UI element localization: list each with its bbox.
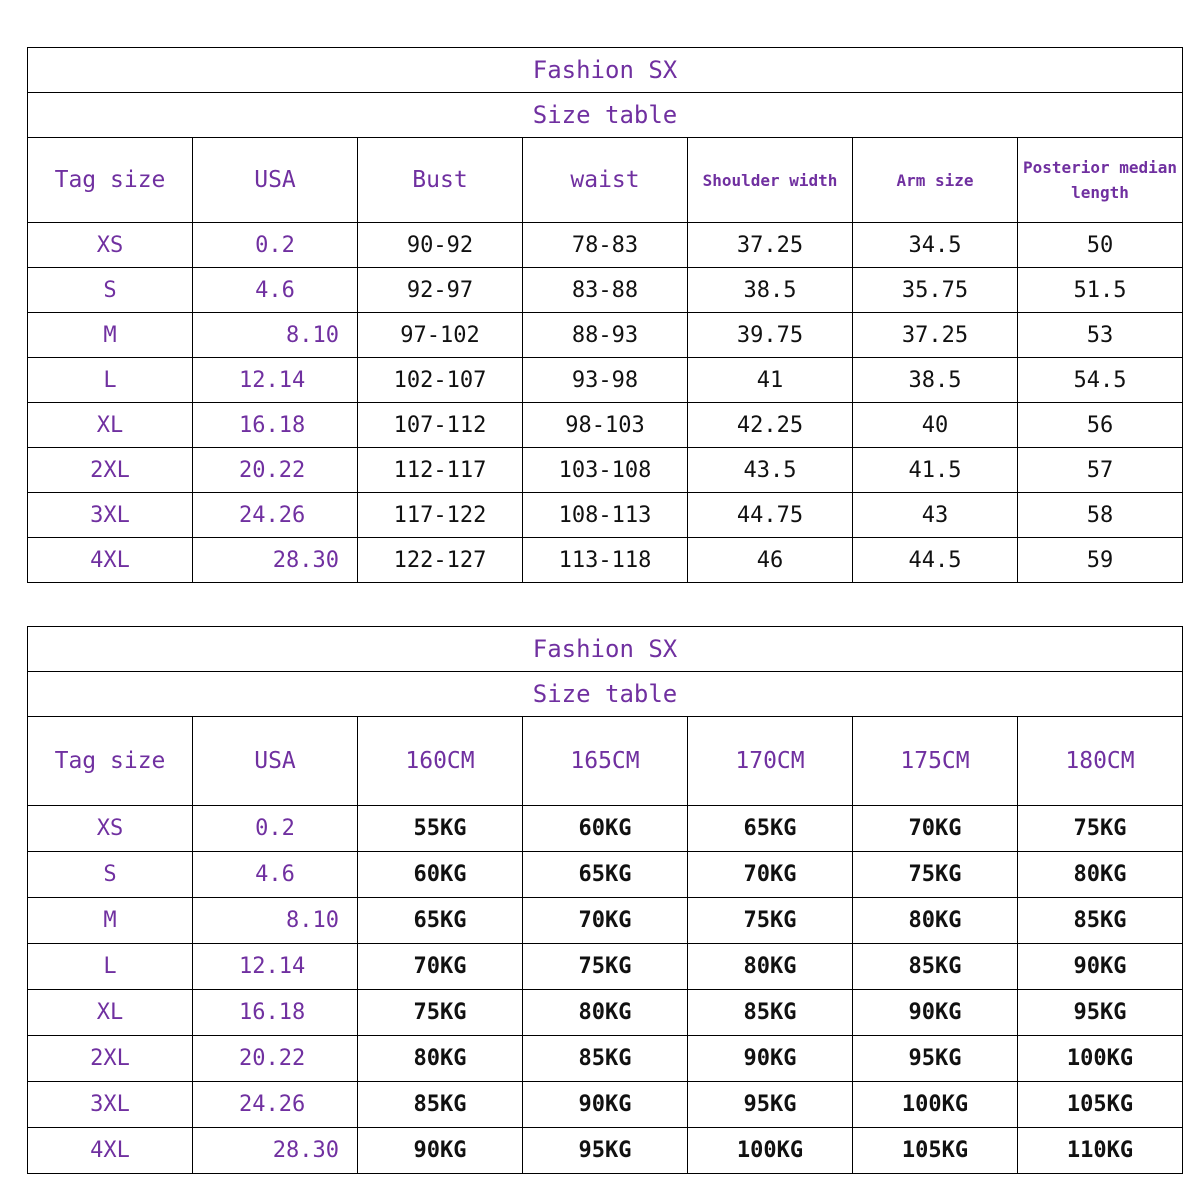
usa-size-cell: 4.6	[193, 268, 358, 313]
value-cell: 55KG	[358, 806, 523, 852]
column-header-row	[28, 717, 1183, 806]
table-row	[28, 448, 1183, 493]
value-cell: 95KG	[688, 1082, 853, 1128]
value-cell: 108-113	[523, 493, 688, 538]
value-cell: 95KG	[1018, 990, 1183, 1036]
value-cell: 60KG	[358, 852, 523, 898]
table-row	[28, 852, 1183, 898]
value-cell: 110KG	[1018, 1128, 1183, 1174]
value-cell: 95KG	[853, 1036, 1018, 1082]
value-cell: 44.5	[853, 538, 1018, 583]
column-header: USA	[193, 717, 358, 806]
value-cell: 44.75	[688, 493, 853, 538]
value-cell: 83-88	[523, 268, 688, 313]
column-header-row	[28, 138, 1183, 223]
table-title-row	[28, 627, 1183, 672]
value-cell: 59	[1018, 538, 1183, 583]
value-cell: 53	[1018, 313, 1183, 358]
usa-size-cell: 20.22	[193, 448, 358, 493]
value-cell: 100KG	[853, 1082, 1018, 1128]
size-table-measurements	[27, 47, 1183, 583]
value-cell: 50	[1018, 223, 1183, 268]
value-cell: 38.5	[688, 268, 853, 313]
tag-size-cell: S	[28, 852, 193, 898]
usa-size-cell: 28.30	[193, 538, 358, 583]
value-cell: 93-98	[523, 358, 688, 403]
value-cell: 80KG	[853, 898, 1018, 944]
value-cell: 41	[688, 358, 853, 403]
tag-size-cell: XL	[28, 403, 193, 448]
table-row	[28, 806, 1183, 852]
column-header: Posterior median length	[1018, 138, 1183, 223]
table-row	[28, 358, 1183, 403]
value-cell: 90KG	[523, 1082, 688, 1128]
usa-size-cell: 4.6	[193, 852, 358, 898]
value-cell: 105KG	[1018, 1082, 1183, 1128]
column-header: 165CM	[523, 717, 688, 806]
value-cell: 90KG	[358, 1128, 523, 1174]
value-cell: 70KG	[688, 852, 853, 898]
value-cell: 122-127	[358, 538, 523, 583]
usa-size-cell: 0.2	[193, 223, 358, 268]
value-cell: 65KG	[358, 898, 523, 944]
value-cell: 38.5	[853, 358, 1018, 403]
value-cell: 102-107	[358, 358, 523, 403]
value-cell: 70KG	[853, 806, 1018, 852]
table-subtitle: Size table	[28, 93, 1183, 138]
value-cell: 43.5	[688, 448, 853, 493]
value-cell: 90KG	[853, 990, 1018, 1036]
tag-size-cell: M	[28, 898, 193, 944]
usa-size-cell: 24.26	[193, 493, 358, 538]
tag-size-cell: 4XL	[28, 1128, 193, 1174]
size-table-height-weight	[27, 626, 1183, 1174]
usa-size-cell: 20.22	[193, 1036, 358, 1082]
value-cell: 95KG	[523, 1128, 688, 1174]
value-cell: 70KG	[358, 944, 523, 990]
usa-size-cell: 12.14	[193, 944, 358, 990]
value-cell: 103-108	[523, 448, 688, 493]
usa-size-cell: 16.18	[193, 403, 358, 448]
column-header: 170CM	[688, 717, 853, 806]
usa-size-cell: 8.10	[193, 313, 358, 358]
value-cell: 58	[1018, 493, 1183, 538]
table-title: Fashion SX	[28, 48, 1183, 93]
column-header: Bust	[358, 138, 523, 223]
value-cell: 35.75	[853, 268, 1018, 313]
value-cell: 85KG	[688, 990, 853, 1036]
table-row	[28, 493, 1183, 538]
column-header: Arm size	[853, 138, 1018, 223]
table-row	[28, 223, 1183, 268]
value-cell: 39.75	[688, 313, 853, 358]
value-cell: 70KG	[523, 898, 688, 944]
tag-size-cell: XS	[28, 806, 193, 852]
value-cell: 75KG	[853, 852, 1018, 898]
column-header: waist	[523, 138, 688, 223]
value-cell: 80KG	[688, 944, 853, 990]
table-subtitle-row	[28, 93, 1183, 138]
column-header: Shoulder width	[688, 138, 853, 223]
value-cell: 54.5	[1018, 358, 1183, 403]
column-header: Tag size	[28, 138, 193, 223]
value-cell: 100KG	[1018, 1036, 1183, 1082]
value-cell: 40	[853, 403, 1018, 448]
value-cell: 90-92	[358, 223, 523, 268]
value-cell: 107-112	[358, 403, 523, 448]
value-cell: 65KG	[688, 806, 853, 852]
value-cell: 41.5	[853, 448, 1018, 493]
value-cell: 85KG	[358, 1082, 523, 1128]
value-cell: 57	[1018, 448, 1183, 493]
table-row	[28, 990, 1183, 1036]
value-cell: 75KG	[523, 944, 688, 990]
tag-size-cell: 2XL	[28, 1036, 193, 1082]
value-cell: 112-117	[358, 448, 523, 493]
tag-size-cell: 3XL	[28, 1082, 193, 1128]
usa-size-cell: 8.10	[193, 898, 358, 944]
value-cell: 85KG	[1018, 898, 1183, 944]
tag-size-cell: XS	[28, 223, 193, 268]
value-cell: 80KG	[358, 1036, 523, 1082]
column-header: Tag size	[28, 717, 193, 806]
table-row	[28, 538, 1183, 583]
value-cell: 65KG	[523, 852, 688, 898]
table-subtitle-row	[28, 672, 1183, 717]
value-cell: 90KG	[688, 1036, 853, 1082]
value-cell: 42.25	[688, 403, 853, 448]
value-cell: 37.25	[688, 223, 853, 268]
value-cell: 85KG	[523, 1036, 688, 1082]
value-cell: 113-118	[523, 538, 688, 583]
value-cell: 98-103	[523, 403, 688, 448]
table-row	[28, 1082, 1183, 1128]
tag-size-cell: L	[28, 358, 193, 403]
value-cell: 43	[853, 493, 1018, 538]
table-row	[28, 944, 1183, 990]
tag-size-cell: S	[28, 268, 193, 313]
table-row	[28, 313, 1183, 358]
usa-size-cell: 24.26	[193, 1082, 358, 1128]
value-cell: 37.25	[853, 313, 1018, 358]
value-cell: 75KG	[1018, 806, 1183, 852]
column-header: 160CM	[358, 717, 523, 806]
value-cell: 80KG	[1018, 852, 1183, 898]
value-cell: 46	[688, 538, 853, 583]
table-row	[28, 403, 1183, 448]
value-cell: 80KG	[523, 990, 688, 1036]
usa-size-cell: 12.14	[193, 358, 358, 403]
tag-size-cell: 4XL	[28, 538, 193, 583]
value-cell: 90KG	[1018, 944, 1183, 990]
value-cell: 85KG	[853, 944, 1018, 990]
value-cell: 78-83	[523, 223, 688, 268]
column-header: 175CM	[853, 717, 1018, 806]
tag-size-cell: 3XL	[28, 493, 193, 538]
value-cell: 92-97	[358, 268, 523, 313]
value-cell: 88-93	[523, 313, 688, 358]
value-cell: 51.5	[1018, 268, 1183, 313]
value-cell: 75KG	[358, 990, 523, 1036]
table-row	[28, 1128, 1183, 1174]
table-title-row	[28, 48, 1183, 93]
table-row	[28, 1036, 1183, 1082]
table-title: Fashion SX	[28, 627, 1183, 672]
value-cell: 117-122	[358, 493, 523, 538]
table-row	[28, 268, 1183, 313]
usa-size-cell: 0.2	[193, 806, 358, 852]
tag-size-cell: 2XL	[28, 448, 193, 493]
table-row	[28, 898, 1183, 944]
value-cell: 34.5	[853, 223, 1018, 268]
usa-size-cell: 28.30	[193, 1128, 358, 1174]
usa-size-cell: 16.18	[193, 990, 358, 1036]
column-header: USA	[193, 138, 358, 223]
value-cell: 75KG	[688, 898, 853, 944]
table-subtitle: Size table	[28, 672, 1183, 717]
value-cell: 56	[1018, 403, 1183, 448]
value-cell: 105KG	[853, 1128, 1018, 1174]
column-header: 180CM	[1018, 717, 1183, 806]
value-cell: 60KG	[523, 806, 688, 852]
value-cell: 100KG	[688, 1128, 853, 1174]
tag-size-cell: M	[28, 313, 193, 358]
tag-size-cell: XL	[28, 990, 193, 1036]
value-cell: 97-102	[358, 313, 523, 358]
tag-size-cell: L	[28, 944, 193, 990]
